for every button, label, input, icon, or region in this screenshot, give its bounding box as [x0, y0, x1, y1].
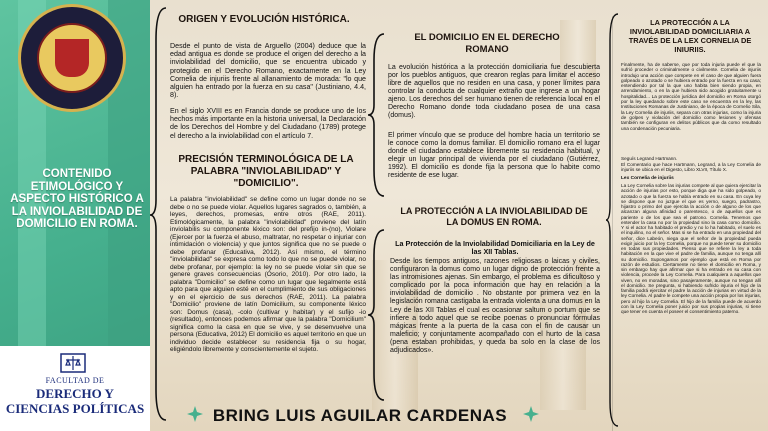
cornelia-paragraph-1: Finalmente, ha de saberse, que por toda injuria puede el que la sufrió proceder o criminalmente o civilmente. Cornelia de injuriis introdujo una acción que compete en el caso de que alguien fuera golpeado o azotado o se hubiera entrado por la fuerza en su casa; entendiendo por tal la que uno habita bien siendo propia, en arrendamiento, o en la que hubiera sido acogido gratuitamente u hospitalidad... La protección jurídica del domicilio en Roma otorgó por la ley quedando sobre este caso se encuentra en la ley, las Instituciones Romanas de Justiniano, de la época de Cornelio Sila, la Ley Cornelia de injuriis, separa con otras injurias, como la injuria de golpes y violación del domicilio como lesiones y ofensas también se configuran en delitos públicos que da como resultado una condenación pecuniaria. [621, 62, 761, 131]
terminology-title: PRECISIÓN TERMINOLÓGICA DE LA PALABRA "INVIOLABILIDAD" Y "DOMICILIO". [178, 154, 354, 189]
origin-paragraph-2: En el siglo XVIII es en Francia donde se produce uno de los hechos más importante en la historia universal, la Declaración de los Derechos del Hombre y del Ciudadano (1789) protege el derecho a la inviolabilidad con el artículo 7. [170, 107, 366, 140]
right-panel [612, 16, 762, 431]
protection-lead: La Protección de la Inviolabilidad Domiciliaria en la Ley de las XII Tablas. [395, 239, 595, 257]
main-title: CONTENIDO ETIMOLÓGICO Y ASPECTO HISTÓRICO A LA INVIOLABILIDAD DE DOMICILIO EN ROMA. [10, 168, 144, 230]
faculty-label: FACULTAD DE [45, 376, 105, 385]
faculty-name-line2: CIENCIAS POLÍTICAS [5, 401, 145, 416]
left-panel [0, 0, 150, 431]
origin-paragraph-1: Desde el punto de vista de Arguello (2004) deduce que la edad antigua es donde se produce el origen del derecho a la inviolabilidad del domicilio, que se encuentra ubicado y protegido en el Derecho Romano, exactamente en la Ley Cornelia de injuriis frente al allanamiento de morada: "lo que alguien ha entrado por la fuerza en su casa" (Justiniano, 4.4, 8). [170, 42, 366, 100]
domus-paragraph-2: El primer vínculo que se produce del hombre hacia un territorio se le conoce como la domus familiar. El domicilio romano era el lugar donde el ciudadano establece libremente su residencia habitual, y elegir un lugar principal de vivienda por el ciudadano (Gutiérrez, 1992). El domicilio es donde fija la persona que lo habite como residente de ese lugar. [388, 132, 600, 179]
university-seal-icon [18, 4, 126, 112]
origin-title: ORIGEN Y EVOLUCIÓN HISTÓRICA. [178, 14, 350, 25]
star-icon [186, 405, 204, 423]
faculty-emblem-icon [60, 352, 86, 374]
brace-decoration [150, 0, 170, 431]
faculty-name-line1: DERECHO Y [36, 386, 114, 401]
cornelia-subtitle: Seguís Legrand Hartmann. [621, 156, 678, 161]
author-name: BRING LUIS AGUILAR CARDENAS [212, 406, 508, 425]
cornelia-title: LA PROTECCIÓN A LA INVIOLABILIDAD DOMICILIARIA A TRAVÉS DE LA LEX CORNELIA DE INIURIIS. [628, 18, 752, 54]
domus-title: EL DOMICILIO EN EL DERECHO ROMANO [414, 32, 560, 55]
domus-paragraph-1: La evolución histórica a la protección domiciliaria fue descubierta por los pueblos antiguos, que crearon reglas para limitar el acceso libre de aquellos que no residen en una casa, y poner límites para controlar la conducta de cualquier extraño que ingrese a un hogar ajeno. Los derechos del ser humano tienen de referencia local en el Derecho Romano donde toda ciudadano posea de una casa (domus). [388, 64, 600, 119]
brace-decoration [368, 226, 388, 404]
protection-title: LA PROTECCIÓN A LA INVIOLABILIDAD DE LA DOMUS EN ROMA. [400, 206, 588, 227]
faculty-logo [0, 346, 150, 431]
protection-paragraph: Desde los tiempos antiguos, razones religiosas o laicas y civiles, configuraron la domus como un lugar digno de protección frente a las intromisiones ajenas. Sin embargo, el problema es dificultoso y complicado por la poca información que hay en relación a la inviolabilidad de domicilio . No obstante por primera vez en la legislación romana castigaba la entrada violenta a una domus en la Ley de las XII Tablas el cual es ocasionar saltum o portum que se infiere a todo aquel que se recibe poenas o pronunciar fórmulas mágicas frente a la puerta de la casa con el fin de causar un maleficio; y conjuntamente acompañado con el hurto de la casa (pena estaban prohibidas, y queda ba solo en la clase de los adjudicados». [390, 258, 600, 355]
cornelia-paragraph-2: La Ley Cornelia sobre las injurias compete al que quiera ejercitar la acción de injurias por esto, porque diga que ha sido golpeado, o azotado o que la fuerza se había entrado en su casa. En cuya ley se dispone que no juzgue el que es yerno, suegro, padrastro, hijastro o primo del que ejercita la acción o de alguno de los que alcanzan alguna afinidad o parentesco, o de aquellos que es pariente o de los que sea el patrono. Cornelia. Tenemos que entender la casa no por la propiedad sino la casa como domicilio. Y si el actor ha habitado el predio y no lo ha habitado, el suelo es el inquilino, no el señor. Mas si se ha entrado en una propiedad del señor, dice Labeón, niega que el señor de la propiedad pueda exigir juicio por la ley Cornelia, porque no puede tener su domicilio en todas sus propiedades. Pienso que se refiere la ley a toda habitación en la que vive el padre de familia, aunque no tenga allí su domicilio. Supongamos por ejemplo que está en Roma por razón de estudios. Ciertamente no tiene el domicilio en Roma, y sin embargo hay que afirmar que si ha entrado en su casa con violencia, procede la Ley Cornelia. Para cualquiera a aquellos que viven, no en moradas, sino pasajeramente, aunque no tengan allí el domicilio. Se pregunta, si habiendo sufrido injuria el hijo de la familia podrá ejercitar el padre la acción de injurias en virtud de la ley Cornelia. Al padre le compete una acción propia por los injurias, pero al hijo la Ley Cornelia. El hijo de la familia puede de acuerdo con la Ley Cornelia poner juicio por sus propias injurias, si tiene que tener en cuenta el poseer el consentimiento paterno. [621, 183, 761, 314]
terminology-paragraph: La palabra "inviolabilidad" se define como un lugar donde no se debe o no se puede violar. Aquellos lugares sagrados o, también, a leyes, derechos, promesas, entre otros (RAE, 2011). Etimológicamente, la palabra "inviolabilidad" proviene del latín inviolabilis su componente léxico son: del prefijo in-(no), Violare (Ejercer por la fuerza el abuso, maltratar, no respetar o injuriar con intimidación o violencia) y que juntos significa que no se puede o debe profanar (Educativa, 2012). Así mismo, el término "inviolabilidad" se expresa como todo lo que no se puede violar, no debe profanar, por ejemplo: la ley no se puede violar sin que se genere graves consecuencias (Osorio, 2010). Por otro lado, la palabra "Domicilio" se define como un lugar que legalmente está apto para que alguien esté en el cumplimiento de sus obligaciones y en el ejercicio de sus derechos (RAE, 2011). La palabra "Domicilio" proviene de latín Domicilium, su componente léxico son: Domus (casa), -colo (cultivar y habitar) y el sufijo -io (resultado), entonces podemos afirmar que la palabra "Domicilium" significa como la casa en que se vive, y se desenvuelve una persona (Educativa, 2012) El domicilio es aquel territorio en que un individuo decide establecer su residencia fija o su hogar, eligiéndolo libremente y conscientemente el sujeto. [170, 196, 366, 353]
star-icon [522, 405, 540, 423]
brace-decoration [368, 30, 388, 200]
cornelia-paragraph-1b: El Comentario que hace Hartmann, Legrand, a la Ley Cornelia de injuriis se ubica en el Digesto, Libro XLVII, Título X. [621, 162, 761, 173]
cornelia-subheading: Lex Cornelia de injuriis [621, 176, 674, 181]
